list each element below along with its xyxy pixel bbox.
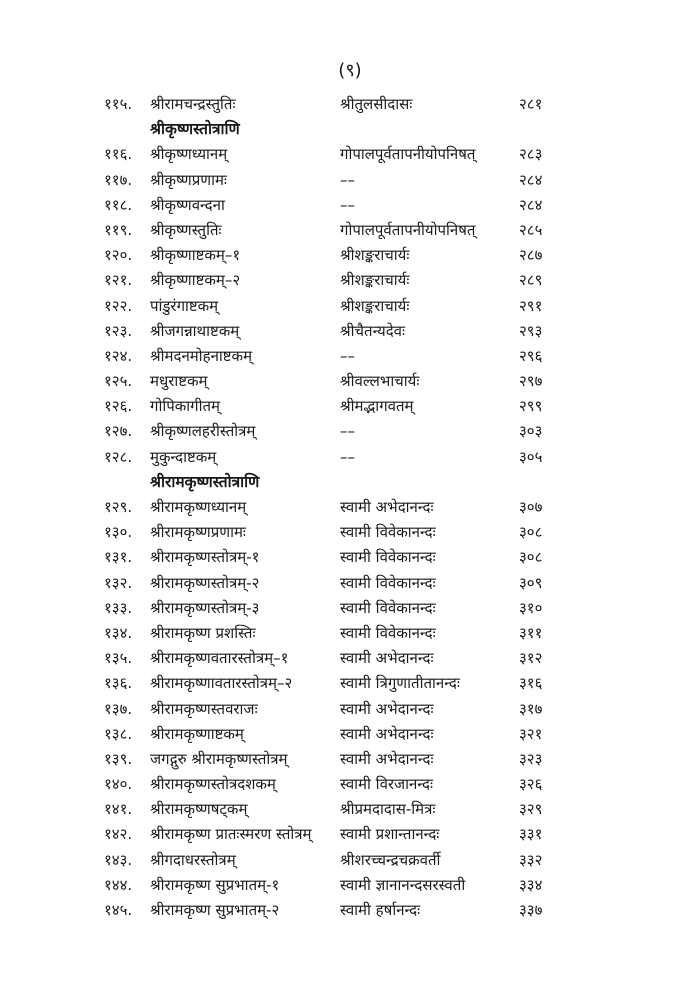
entry-page: २९७	[519, 372, 543, 391]
entry-page: ३१६	[519, 674, 543, 693]
toc-entry	[0, 772, 700, 797]
entry-page: २९६	[519, 346, 543, 365]
toc-entry	[0, 193, 700, 218]
entry-page: ३२६	[519, 775, 543, 794]
entry-author: ––	[340, 170, 355, 189]
entry-author: स्वामी अभेदानन्दः	[340, 749, 434, 768]
entry-number: १२०.	[104, 246, 133, 265]
entry-number: ११७.	[104, 170, 133, 189]
entry-title: श्रीकृष्णलहरीस्तोत्रम्	[150, 422, 256, 441]
entry-number: १३२.	[104, 573, 133, 592]
toc-entry	[0, 394, 700, 419]
entry-number: १३९.	[104, 749, 133, 768]
entry-number: १४४.	[104, 875, 133, 894]
entry-title: श्रीरामकृष्णस्तोत्रम्-१	[150, 548, 260, 567]
toc-entry	[0, 545, 700, 570]
entry-number: ११६.	[104, 145, 133, 164]
entry-page: २८७	[519, 246, 543, 265]
entry-author: ––	[340, 346, 355, 365]
entry-page: २९३	[519, 321, 543, 340]
entry-title: श्रीरामकृष्णप्रणामः	[150, 523, 246, 542]
toc-entry	[0, 873, 700, 898]
section-heading	[0, 117, 700, 142]
entry-author: स्वामी प्रशान्तानन्दः	[340, 825, 440, 844]
entry-number: १३३.	[104, 598, 133, 617]
entry-page: ३१०	[519, 598, 543, 617]
entry-page: २९९	[519, 397, 543, 416]
entry-title: श्रीरामकृष्ण सुप्रभातम्-१	[150, 875, 280, 894]
entry-author: श्रीशङ्कराचार्यः	[340, 271, 410, 290]
entry-page: ३३७	[519, 901, 543, 919]
toc-entry	[0, 294, 700, 319]
toc-entry	[0, 571, 700, 596]
entry-title: पांडुरंगाष्टकम्	[150, 296, 219, 315]
entry-page: २८४	[519, 195, 543, 214]
entry-author: श्रीतुलसीदासः	[340, 95, 413, 113]
entry-number: १३८.	[104, 724, 133, 743]
entry-title: श्रीरामकृष्ण सुप्रभातम्-२	[150, 901, 280, 919]
entry-number: १३०.	[104, 523, 133, 542]
entry-title: जगद्गुरु श्रीरामकृष्णस्तोत्रम्	[150, 749, 288, 768]
entry-number: १२२.	[104, 296, 133, 315]
toc-entry	[0, 495, 700, 520]
entry-number: १२८.	[104, 447, 133, 466]
entry-author: स्वामी अभेदानन्दः	[340, 724, 434, 743]
toc-entry	[0, 848, 700, 873]
entry-title: श्रीरामकृष्ण प्रातःस्मरण स्तोत्रम्	[150, 825, 312, 844]
entry-author: श्रीप्रमदादास-मित्रः	[340, 800, 436, 819]
entry-author: स्वामी अभेदानन्दः	[340, 649, 434, 668]
toc-entry	[0, 596, 700, 621]
entry-title: श्रीरामकृष्णवतारस्तोत्रम्–१	[150, 649, 289, 668]
entry-page: २८३	[519, 145, 543, 164]
entry-title: श्रीगदाधरस्तोत्रम्	[150, 850, 236, 869]
entry-author: स्वामी विवेकानन्दः	[340, 548, 436, 567]
entry-author: ––	[340, 422, 355, 441]
entry-page: ३२३	[519, 749, 543, 768]
toc-entry	[0, 898, 700, 923]
entry-author: स्वामी त्रिगुणातीतानन्दः	[340, 674, 460, 693]
toc-entry	[0, 268, 700, 293]
entry-title: श्रीरामकृष्णाष्टकम्	[150, 724, 244, 743]
entry-page: २८१	[519, 95, 543, 113]
entry-number: १२५.	[104, 372, 133, 391]
entry-title: श्रीरामकृष्णस्तोत्रम्-२	[150, 573, 260, 592]
entry-page: ३३२	[519, 850, 543, 869]
entry-number: १३७.	[104, 699, 133, 718]
entry-number: १४०.	[104, 775, 133, 794]
entry-page: २८५	[519, 220, 543, 239]
toc-entry	[0, 697, 700, 722]
entry-number: १२१.	[104, 271, 133, 290]
entry-author: श्रीचैतन्यदेवः	[340, 321, 406, 340]
entry-number: ११८.	[104, 195, 133, 214]
entry-number: १२९.	[104, 498, 133, 516]
entry-author: ––	[340, 195, 355, 214]
entry-title: श्रीजगन्नाथाष्टकम्	[150, 321, 240, 340]
entry-author: स्वामी विवेकानन्दः	[340, 598, 436, 617]
entry-title: श्रीमदनमोहनाष्टकम्	[150, 346, 253, 365]
toc-entry	[0, 319, 700, 344]
entry-author: श्रीशरच्चन्द्रचक्रवर्ती	[340, 850, 441, 869]
entry-page: ३०८	[519, 523, 543, 542]
entry-title: श्रीरामचन्द्रस्तुतिः	[150, 95, 236, 113]
toc-entry	[0, 344, 700, 369]
entry-author: स्वामी हर्षानन्दः	[340, 901, 421, 919]
entry-title: श्रीरामकृष्णस्तोत्रदशकम्	[150, 775, 276, 794]
entry-page: ३३१	[519, 825, 543, 844]
entry-author: स्वामी ज्ञानानन्दसरस्वती	[340, 875, 466, 894]
entry-page: २९१	[519, 296, 543, 315]
toc-entry	[0, 797, 700, 822]
entry-author: स्वामी विवेकानन्दः	[340, 573, 436, 592]
entry-number: १४१.	[104, 800, 133, 819]
entry-title: श्रीरामकृष्णावतारस्तोत्रम्–२	[150, 674, 293, 693]
entry-title: श्रीकृष्णध्यानम्	[150, 145, 228, 164]
section-heading-text: श्रीरामकृष्णस्तोत्राणि	[150, 472, 260, 491]
entry-number: १३४.	[104, 623, 133, 642]
toc-entry	[0, 168, 700, 193]
entry-title: मुकुन्दाष्टकम्	[150, 447, 217, 466]
entry-title: श्रीरामकृष्णषट्कम्	[150, 800, 248, 819]
entry-title: श्रीकृष्णवन्दना	[150, 195, 225, 214]
entry-number: १४५.	[104, 901, 133, 919]
entry-page: ३१७	[519, 699, 543, 718]
entry-author: श्रीशङ्कराचार्यः	[340, 246, 410, 265]
entry-title: श्रीरामकृष्णध्यानम्	[150, 498, 247, 516]
entry-author: स्वामी अभेदानन्दः	[340, 699, 434, 718]
entry-page: ३११	[519, 623, 543, 642]
toc-entry	[0, 369, 700, 394]
entry-title: श्रीकृष्णाष्टकम्–२	[150, 271, 241, 290]
entry-number: १३१.	[104, 548, 133, 567]
entry-number: १३५.	[104, 649, 133, 668]
entry-author: ––	[340, 447, 355, 466]
page-number: (९)	[338, 60, 362, 81]
toc-entry	[0, 218, 700, 243]
entry-title: श्रीरामकृष्णस्तवराजः	[150, 699, 258, 718]
entry-number: ११५.	[104, 95, 133, 113]
table-of-contents	[0, 92, 700, 923]
toc-entry	[0, 621, 700, 646]
entry-number: ११९.	[104, 220, 133, 239]
toc-entry	[0, 142, 700, 167]
entry-number: १२६.	[104, 397, 133, 416]
toc-entry	[0, 419, 700, 444]
entry-page: २८९	[519, 271, 543, 290]
section-heading	[0, 470, 700, 495]
entry-number: १२७.	[104, 422, 133, 441]
entry-author: श्रीमद्भागवतम्	[340, 397, 414, 416]
entry-title: श्रीकृष्णप्रणामः	[150, 170, 227, 189]
toc-entry	[0, 646, 700, 671]
toc-entry	[0, 822, 700, 847]
entry-author: गोपालपूर्वतापनीयोपनिषत्	[340, 145, 476, 164]
entry-page: ३०३	[519, 422, 543, 441]
entry-page: ३०८	[519, 548, 543, 567]
entry-number: १४२.	[104, 825, 133, 844]
section-heading-text: श्रीकृष्णस्तोत्राणि	[150, 120, 240, 139]
entry-author: श्रीशङ्कराचार्यः	[340, 296, 410, 315]
entry-title: श्रीकृष्णस्तुतिः	[150, 220, 222, 239]
entry-page: ३३४	[519, 875, 543, 894]
entry-author: स्वामी विवेकानन्दः	[340, 523, 436, 542]
entry-page: ३२९	[519, 800, 543, 819]
toc-entry	[0, 445, 700, 470]
toc-entry	[0, 747, 700, 772]
entry-author: स्वामी अभेदानन्दः	[340, 498, 434, 516]
entry-page: २८४	[519, 170, 543, 189]
entry-number: १४३.	[104, 850, 133, 869]
toc-entry	[0, 671, 700, 696]
entry-author: स्वामी विवेकानन्दः	[340, 623, 436, 642]
entry-page: ३०७	[519, 498, 543, 516]
entry-title: मधुराष्टकम्	[150, 372, 208, 391]
entry-author: श्रीवल्लभाचार्यः	[340, 372, 420, 391]
entry-number: १३६.	[104, 674, 133, 693]
entry-page: ३०५	[519, 447, 543, 466]
entry-title: श्रीरामकृष्णस्तोत्रम्-३	[150, 598, 260, 617]
entry-author: गोपालपूर्वतापनीयोपनिषत्	[340, 220, 476, 239]
toc-entry	[0, 92, 700, 117]
entry-number: १२३.	[104, 321, 133, 340]
entry-author: स्वामी विरजानन्दः	[340, 775, 434, 794]
entry-page: ३२१	[519, 724, 543, 743]
entry-page: ३१२	[519, 649, 543, 668]
entry-title: श्रीरामकृष्ण प्रशस्तिः	[150, 623, 256, 642]
entry-page: ३०९	[519, 573, 543, 592]
entry-title: गोपिकागीतम्	[150, 397, 220, 416]
entry-number: १२४.	[104, 346, 133, 365]
toc-entry	[0, 243, 700, 268]
toc-entry	[0, 520, 700, 545]
toc-entry	[0, 722, 700, 747]
entry-title: श्रीकृष्णाष्टकम्–१	[150, 246, 241, 265]
